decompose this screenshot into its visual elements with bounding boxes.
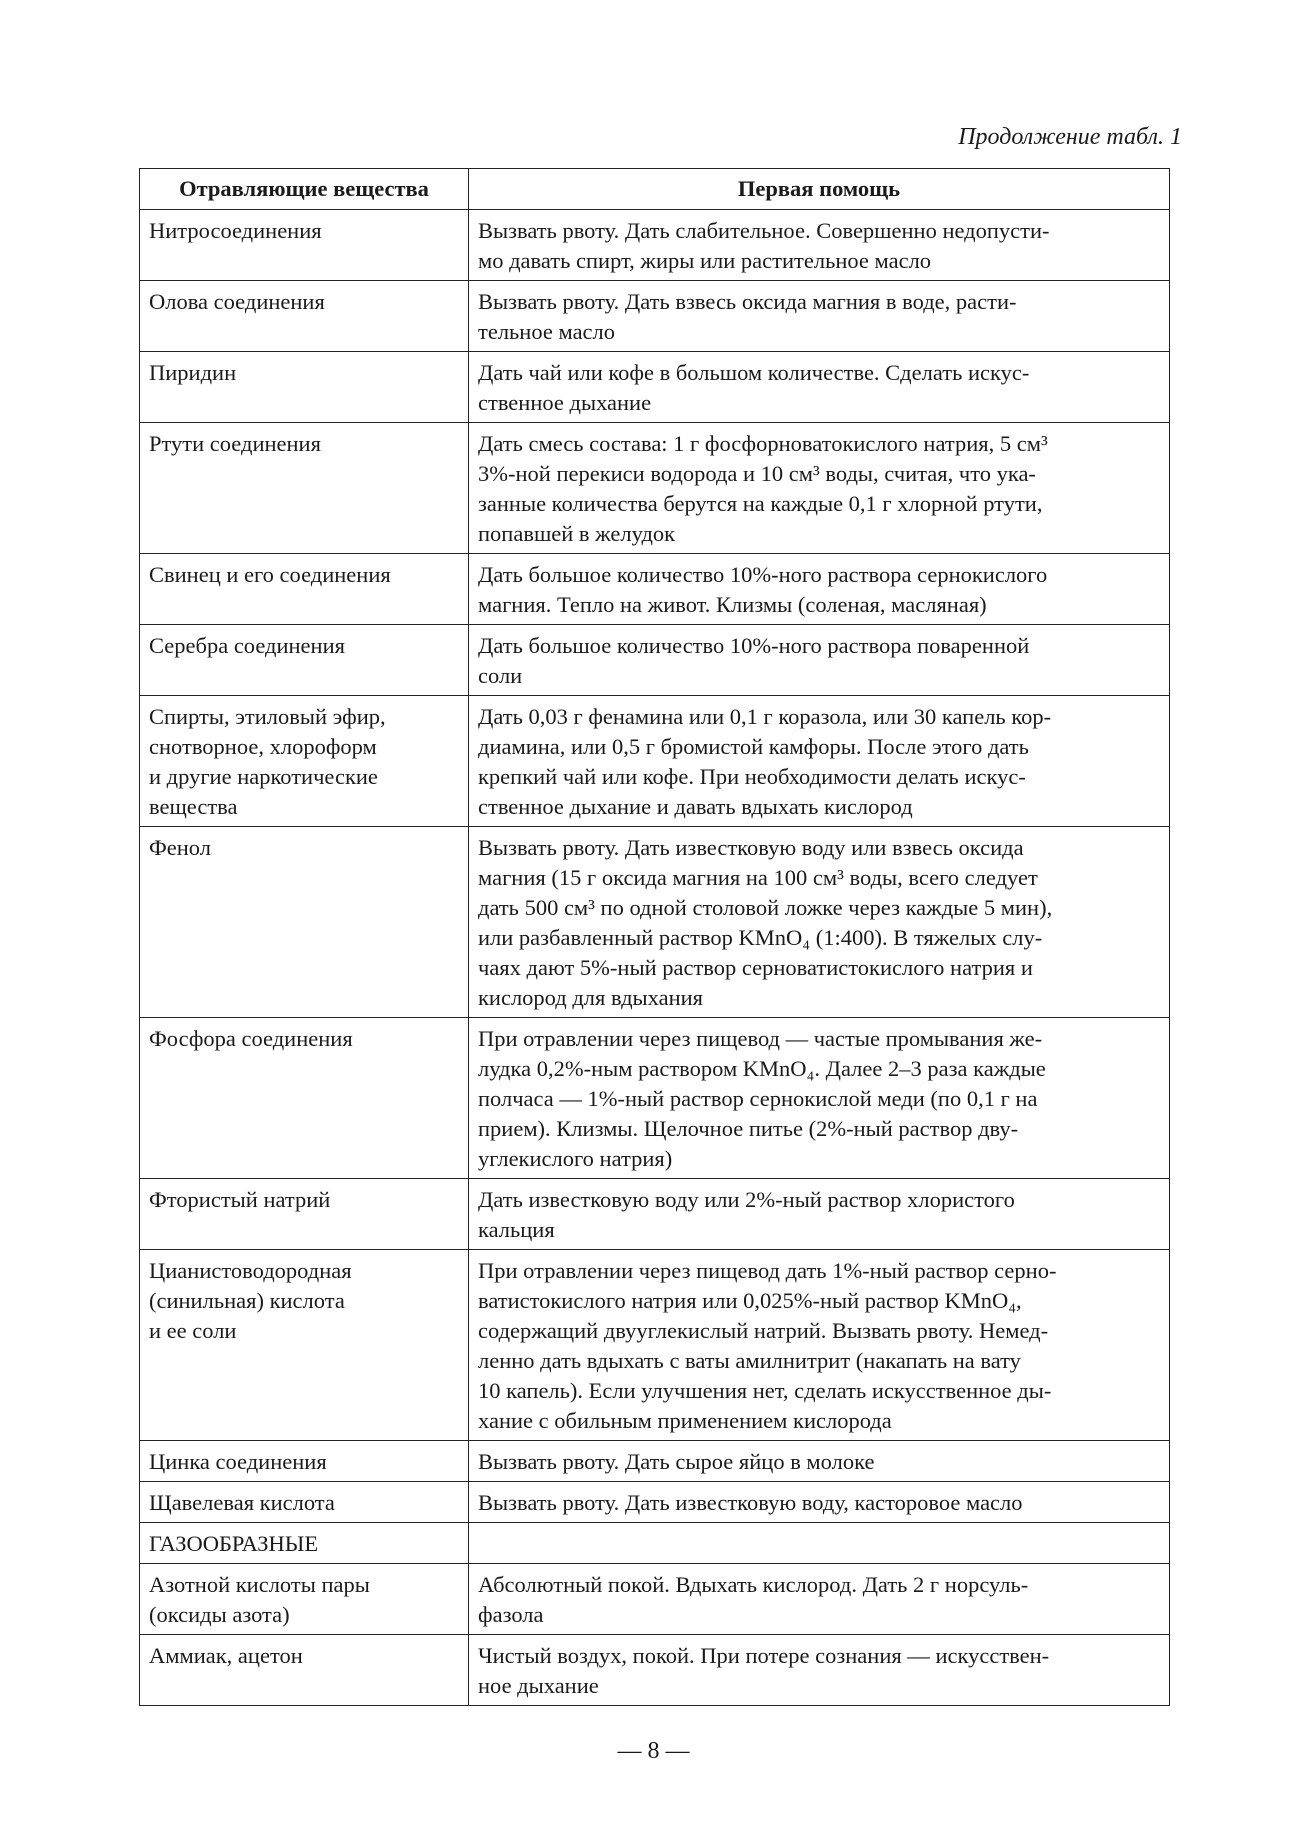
table-row xyxy=(140,281,1170,352)
page-number: — 8 — xyxy=(617,1738,690,1764)
first-aid-cell: При отравлении через пищевод — частые промывания же- лудка 0,2%-ным раствором KMnO₄. Далее 2–3 раза каждые полчаса — 1%-ный раствор сернокислой меди (по 0,1 г на прием). Клизмы. Щелочное питье (2%-ный раствор дву- углекислого натрия) xyxy=(469,1018,1170,1179)
substance-cell: Ртути соединения xyxy=(140,423,469,554)
table-row xyxy=(140,696,1170,827)
first-aid-cell: Вызвать рвоту. Дать известковую воду, касторовое масло xyxy=(469,1482,1170,1523)
substance-cell: Цианистоводородная (синильная) кислота и ее соли xyxy=(140,1250,469,1441)
table-row xyxy=(140,352,1170,423)
substance-cell: Цинка соединения xyxy=(140,1441,469,1482)
substance-cell: Пиридин xyxy=(140,352,469,423)
first-aid-table xyxy=(139,168,1170,1706)
first-aid-cell: Вызвать рвоту. Дать взвесь оксида магния в воде, расти- тельное масло xyxy=(469,281,1170,352)
first-aid-cell: Дать 0,03 г фенамина или 0,1 г коразола, или 30 капель кор- диамина, или 0,5 г бромистой камфоры. После этого дать крепкий чай или кофе. При необходимости делать искус- ственное дыхание и давать вдыхать кислород xyxy=(469,696,1170,827)
table-row xyxy=(140,1250,1170,1441)
section-cell-gaseous: ГАЗООБРАЗНЫЕ xyxy=(140,1523,469,1564)
table-row xyxy=(140,1018,1170,1179)
table-row xyxy=(140,423,1170,554)
table-row xyxy=(140,1179,1170,1250)
first-aid-cell: Дать чай или кофе в большом количестве. Сделать искус- ственное дыхание xyxy=(469,352,1170,423)
table-row xyxy=(140,827,1170,1018)
substance-cell: Фосфора соединения xyxy=(140,1018,469,1179)
substance-cell: Щавелевая кислота xyxy=(140,1482,469,1523)
header-substances: Отравляющие вещества xyxy=(140,169,469,210)
table-row xyxy=(140,1564,1170,1635)
table-continuation-caption: Продолжение табл. 1 xyxy=(958,124,1182,150)
table-row xyxy=(140,625,1170,696)
first-aid-cell: Вызвать рвоту. Дать сырое яйцо в молоке xyxy=(469,1441,1170,1482)
first-aid-cell: Вызвать рвоту. Дать известковую воду или взвесь оксида магния (15 г оксида магния на 100 см³ воды, всего следует дать 500 см³ по одной столовой ложке через каждые 5 мин), или разбавленный раствор KMnO₄ (1:400). В тяжелых слу- чаях дают 5%-ный раствор серноватистокислого натрия и кислород для вдыхания xyxy=(469,827,1170,1018)
first-aid-cell: Дать большое количество 10%-ного раствора сернокислого магния. Тепло на живот. Клизмы (соленая, масляная) xyxy=(469,554,1170,625)
table-row xyxy=(140,210,1170,281)
first-aid-cell: Абсолютный покой. Вдыхать кислород. Дать 2 г норсуль- фазола xyxy=(469,1564,1170,1635)
table-row xyxy=(140,1482,1170,1523)
table-row xyxy=(140,554,1170,625)
substance-cell: Нитросоединения xyxy=(140,210,469,281)
first-aid-cell: Дать смесь состава: 1 г фосфорноватокислого натрия, 5 см³ 3%-ной перекиси водорода и 10 см³ воды, считая, что ука- занные количества берутся на каждые 0,1 г хлорной ртути, попавшей в желудок xyxy=(469,423,1170,554)
substance-cell: Олова соединения xyxy=(140,281,469,352)
table-row xyxy=(140,1441,1170,1482)
substance-cell: Свинец и его соединения xyxy=(140,554,469,625)
table-header-row xyxy=(140,169,1170,210)
first-aid-cell: При отравлении через пищевод дать 1%-ный раствор серно- ватистокислого натрия или 0,025%-ный раствор KMnO₄, содержащий двууглекислый натрий. Вызвать рвоту. Немед- ленно дать вдыхать с ваты амилнитрит (накапать на вату 10 капель). Если улучшения нет, сделать искусственное ды- хание с обильным применением кислорода xyxy=(469,1250,1170,1441)
substance-cell: Азотной кислоты пары (оксиды азота) xyxy=(140,1564,469,1635)
substance-cell: Спирты, этиловый эфир, снотворное, хлороформ и другие наркотические вещества xyxy=(140,696,469,827)
first-aid-cell xyxy=(469,1523,1170,1564)
substance-cell: Фенол xyxy=(140,827,469,1018)
substance-cell: Аммиак, ацетон xyxy=(140,1635,469,1706)
header-first-aid: Первая помощь xyxy=(469,169,1170,210)
first-aid-cell: Дать известковую воду или 2%-ный раствор хлористого кальция xyxy=(469,1179,1170,1250)
table-row xyxy=(140,1635,1170,1706)
table-section-row xyxy=(140,1523,1170,1564)
first-aid-cell: Дать большое количество 10%-ного раствора поваренной соли xyxy=(469,625,1170,696)
substance-cell: Серебра соединения xyxy=(140,625,469,696)
first-aid-cell: Вызвать рвоту. Дать слабительное. Совершенно недопусти- мо давать спирт, жиры или растительное масло xyxy=(469,210,1170,281)
first-aid-cell: Чистый воздух, покой. При потере сознания — искусствен- ное дыхание xyxy=(469,1635,1170,1706)
substance-cell: Фтористый натрий xyxy=(140,1179,469,1250)
